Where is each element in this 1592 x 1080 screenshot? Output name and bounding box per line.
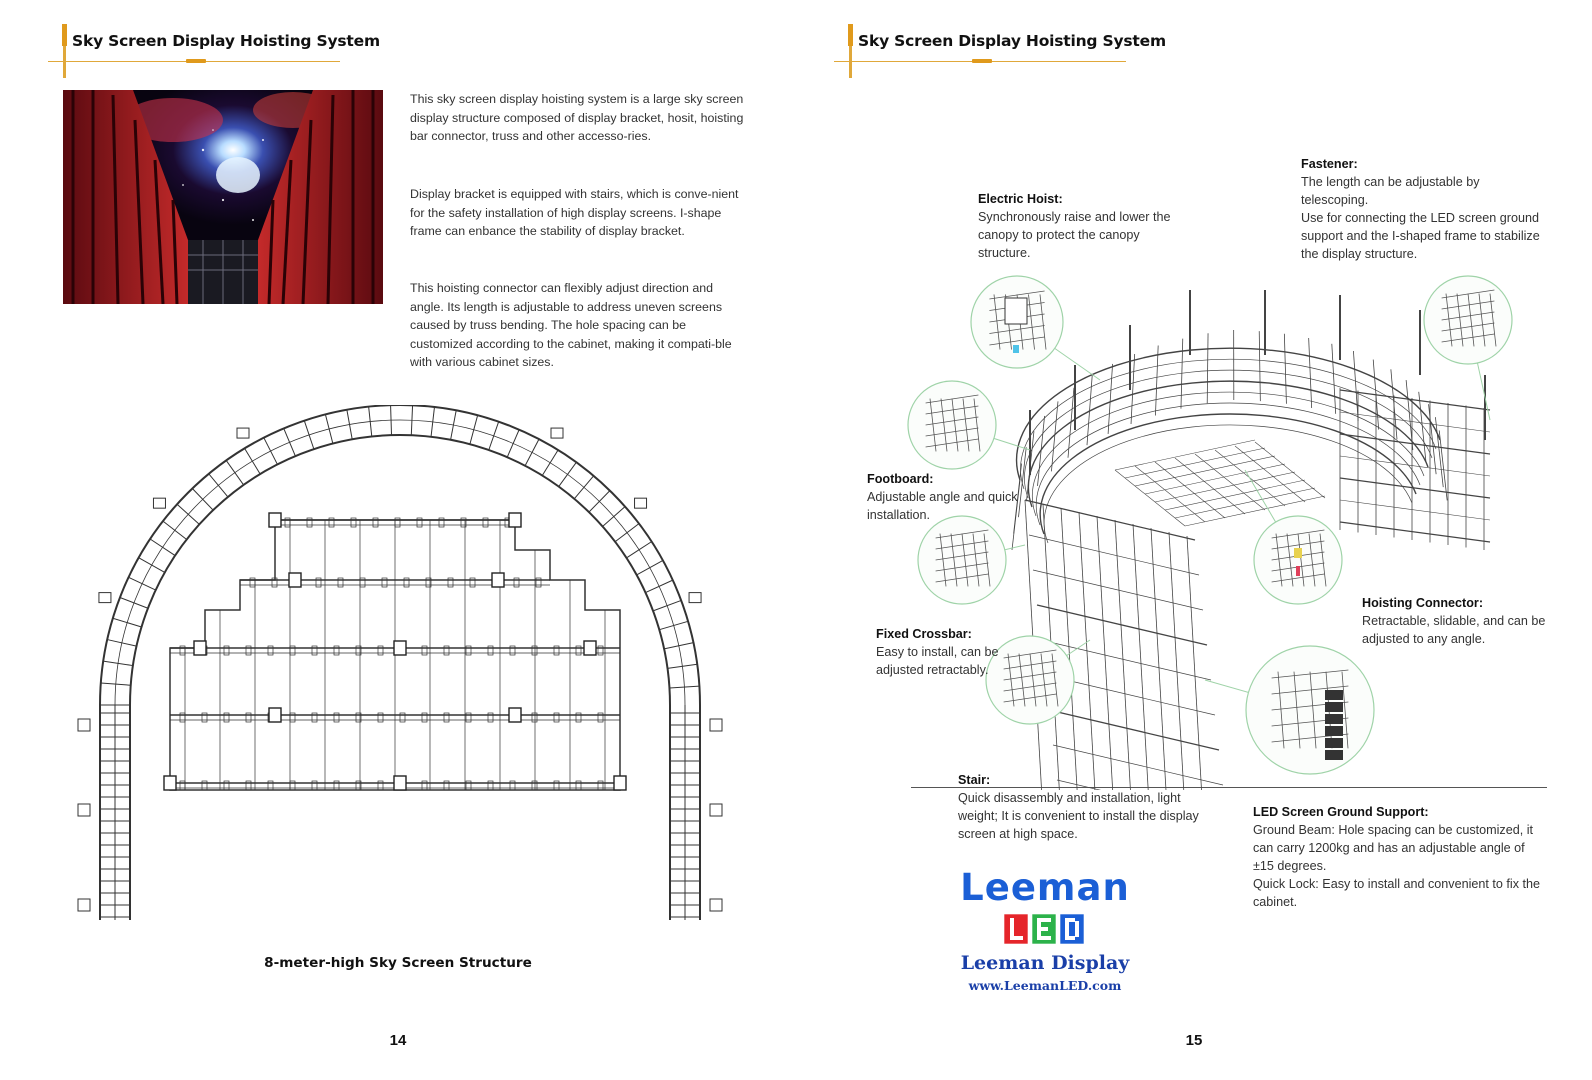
connector-paragraph: This hoisting connector can flexibly adjust direction and angle. Its length is adjustable to address uneven screens caused by truss bending. The hole spacing can be customized according to the cabinet, making it compati-ble with various cabinet sizes. xyxy=(410,281,732,370)
page-title-right: Sky Screen Display Hoisting System xyxy=(858,32,1166,50)
logo-wordmark: Leeman xyxy=(960,866,1130,909)
page-header xyxy=(48,24,380,80)
callout-ground-support: LED Screen Ground Support: Ground Beam: Hole spacing can be customized, it can carry 1200kg and has an adjustable angle of ±15 degrees. Quick Lock: Easy to install and convenient to fix the cabinet. xyxy=(1253,805,1541,909)
bracket-paragraph: Display bracket is equipped with stairs, which is conve-nient for the safety installation of high display screens. I-shape frame can enbance the stability of display bracket. xyxy=(410,187,739,239)
callout-hoisting-connector: Hoisting Connector: Retractable, slidable, and can be adjusted to any angle. xyxy=(1362,596,1546,646)
callout-stair: Stair: Quick disassembly and installation, light weight; It is convenient to install the display screen at high space. xyxy=(958,773,1199,841)
page-number-left: 14 xyxy=(389,1032,407,1049)
led-matrix-icon xyxy=(1002,912,1088,946)
sky-screen-structure-drawing xyxy=(60,405,750,930)
page-number-right: 15 xyxy=(1185,1032,1203,1049)
callout-footboard: Footboard: Adjustable angle and quick installation. xyxy=(867,472,1018,522)
page-header-right xyxy=(834,24,1166,80)
logo-url: www.LeemanLED.com xyxy=(968,978,1122,993)
page-title: Sky Screen Display Hoisting System xyxy=(72,32,380,50)
leeman-logo xyxy=(960,868,1130,993)
callout-fastener: Fastener: The length can be adjustable by telescoping. Use for connecting the LED screen ground support and the I-shaped frame to stabilize the display structure. xyxy=(1301,157,1540,261)
truss-3d-diagram xyxy=(900,270,1550,790)
callout-fixed-crossbar: Fixed Crossbar: Easy to install, can be adjusted retractably. xyxy=(876,627,999,677)
structure-caption: 8-meter-high Sky Screen Structure xyxy=(264,955,532,971)
intro-paragraph: This sky screen display hoisting system is a large sky screen display structure composed of display bracket, hosit, hoisting bar connector, truss and other accesso-ries. xyxy=(410,92,744,144)
callout-electric-hoist: Electric Hoist: Synchronously raise and lower the canopy to protect the canopy structure. xyxy=(978,192,1171,260)
sky-screen-photo xyxy=(63,90,383,304)
logo-company-name: Leeman Display xyxy=(960,952,1130,974)
